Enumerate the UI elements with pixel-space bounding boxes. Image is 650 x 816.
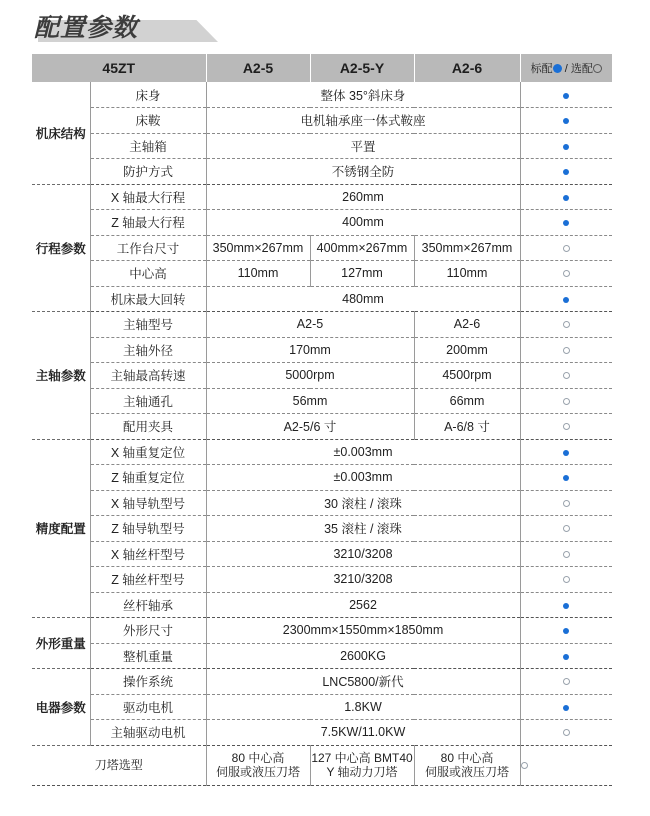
row-label: X 轴最大行程 xyxy=(90,184,206,210)
table-row xyxy=(32,235,612,261)
spec-table xyxy=(32,54,612,786)
row-value: 30 滚柱 / 滚珠 xyxy=(206,490,520,516)
row-value-a2-5: 350mm×267mm xyxy=(206,235,310,261)
row-label: 工作台尺寸 xyxy=(90,235,206,261)
row-label: 中心高 xyxy=(90,261,206,287)
mark-cell xyxy=(520,235,612,261)
row-value: 电机轴承座一体式鞍座 xyxy=(206,108,520,134)
row-label: 床鞍 xyxy=(90,108,206,134)
mark-cell xyxy=(520,388,612,414)
mark-cell xyxy=(520,337,612,363)
optional-dot-icon xyxy=(563,423,570,430)
standard-dot-icon xyxy=(563,297,569,303)
row-value-a2-6: 66mm xyxy=(414,388,520,414)
table-row xyxy=(32,567,612,593)
header-col-a2-5: A2-5 xyxy=(206,54,310,82)
optional-dot-icon xyxy=(563,500,570,507)
table-row xyxy=(32,312,612,338)
table-row xyxy=(32,745,612,785)
page-title-banner xyxy=(30,6,230,46)
row-value-a2-5: A2-5/6 寸 xyxy=(206,414,414,440)
optional-dot-icon xyxy=(563,321,570,328)
row-label: 整机重量 xyxy=(90,643,206,669)
mark-cell xyxy=(520,516,612,542)
turret-a2-6-line1: 80 中心高 xyxy=(440,751,494,765)
row-label: 驱动电机 xyxy=(90,694,206,720)
row-label: 丝杆轴承 xyxy=(90,592,206,618)
group-spindle: 主轴参数 xyxy=(32,312,90,440)
table-row xyxy=(32,490,612,516)
standard-dot-icon xyxy=(563,169,569,175)
mark-cell xyxy=(520,184,612,210)
mark-cell xyxy=(520,541,612,567)
table-row xyxy=(32,541,612,567)
optional-dot-icon xyxy=(563,347,570,354)
standard-dot-icon xyxy=(563,654,569,660)
group-dimension: 外形重量 xyxy=(32,618,90,669)
row-value-a2-5: A2-5 xyxy=(206,312,414,338)
row-label: 主轴外径 xyxy=(90,337,206,363)
standard-dot-icon xyxy=(563,93,569,99)
row-label: 操作系统 xyxy=(90,669,206,695)
table-row xyxy=(32,439,612,465)
table-row xyxy=(32,669,612,695)
header-col-a2-5-y: A2-5-Y xyxy=(310,54,414,82)
mark-cell xyxy=(520,465,612,491)
row-value: 7.5KW/11.0KW xyxy=(206,720,520,746)
row-label: X 轴丝杆型号 xyxy=(90,541,206,567)
row-label: X 轴重复定位 xyxy=(90,439,206,465)
mark-cell xyxy=(520,567,612,593)
mark-cell xyxy=(520,82,612,108)
row-label: 外形尺寸 xyxy=(90,618,206,644)
row-value: 1.8KW xyxy=(206,694,520,720)
optional-dot-icon xyxy=(563,678,570,685)
table-row xyxy=(32,465,612,491)
table-row xyxy=(32,210,612,236)
group-structure: 机床结构 xyxy=(32,82,90,184)
row-value-a2-6: A2-6 xyxy=(414,312,520,338)
row-label: 主轴型号 xyxy=(90,312,206,338)
row-label: X 轴导轨型号 xyxy=(90,490,206,516)
row-value: 2562 xyxy=(206,592,520,618)
optional-dot-icon xyxy=(563,525,570,532)
row-value: 平置 xyxy=(206,133,520,159)
mark-cell xyxy=(520,490,612,516)
row-value: 3210/3208 xyxy=(206,541,520,567)
mark-cell xyxy=(520,133,612,159)
open-dot-icon xyxy=(593,64,602,73)
row-value: ±0.003mm xyxy=(206,439,520,465)
row-value-a2-6: 350mm×267mm xyxy=(414,235,520,261)
row-value: 整体 35°斜床身 xyxy=(206,82,520,108)
optional-dot-icon xyxy=(521,762,528,769)
standard-dot-icon xyxy=(563,628,569,634)
mark-cell xyxy=(520,363,612,389)
row-value-a2-5-y: 127mm xyxy=(310,261,414,287)
row-value-a2-5: 170mm xyxy=(206,337,414,363)
legend-optional-label: 选配 xyxy=(570,63,593,75)
optional-dot-icon xyxy=(563,551,570,558)
mark-cell xyxy=(520,414,612,440)
row-value-a2-5 xyxy=(206,745,310,785)
row-value-a2-6 xyxy=(414,745,520,785)
row-value: 不锈钢全防 xyxy=(206,159,520,185)
row-label: 床身 xyxy=(90,82,206,108)
row-label: 刀塔选型 xyxy=(32,745,206,785)
row-label: 配用夹具 xyxy=(90,414,206,440)
row-value-a2-6: A-6/8 寸 xyxy=(414,414,520,440)
row-value: 260mm xyxy=(206,184,520,210)
row-label: Z 轴导轨型号 xyxy=(90,516,206,542)
filled-dot-icon xyxy=(553,64,562,73)
row-value: 2300mm×1550mm×1850mm xyxy=(206,618,520,644)
row-label: Z 轴重复定位 xyxy=(90,465,206,491)
mark-cell xyxy=(520,108,612,134)
row-value: 2600KG xyxy=(206,643,520,669)
row-value-a2-5: 110mm xyxy=(206,261,310,287)
table-row xyxy=(32,643,612,669)
table-row xyxy=(32,592,612,618)
row-label: 主轴箱 xyxy=(90,133,206,159)
row-label: Z 轴最大行程 xyxy=(90,210,206,236)
page-title: 配置参数 xyxy=(34,13,139,42)
mark-cell xyxy=(520,643,612,669)
table-row xyxy=(32,694,612,720)
optional-dot-icon xyxy=(563,398,570,405)
mark-cell xyxy=(520,669,612,695)
turret-a2-5-line1: 80 中心高 xyxy=(231,751,285,765)
standard-dot-icon xyxy=(563,603,569,609)
mark-cell xyxy=(520,592,612,618)
standard-dot-icon xyxy=(563,118,569,124)
standard-dot-icon xyxy=(563,195,569,201)
mark-cell xyxy=(520,694,612,720)
row-value-a2-5: 56mm xyxy=(206,388,414,414)
row-label: 防护方式 xyxy=(90,159,206,185)
table-row xyxy=(32,720,612,746)
optional-dot-icon xyxy=(563,729,570,736)
row-value-a2-5: 5000rpm xyxy=(206,363,414,389)
row-value-a2-6: 110mm xyxy=(414,261,520,287)
optional-dot-icon xyxy=(563,576,570,583)
turret-a2-6-line2: 伺服或液压刀塔 xyxy=(424,765,509,779)
standard-dot-icon xyxy=(563,705,569,711)
table-row xyxy=(32,363,612,389)
table-row xyxy=(32,388,612,414)
mark-cell xyxy=(520,745,612,785)
row-value: 400mm xyxy=(206,210,520,236)
row-label: Z 轴丝杆型号 xyxy=(90,567,206,593)
table-row xyxy=(32,337,612,363)
header-legend xyxy=(520,54,612,82)
turret-a2-5-line2: 伺服或液压刀塔 xyxy=(215,765,300,779)
row-value-a2-6: 200mm xyxy=(414,337,520,363)
group-travel: 行程参数 xyxy=(32,184,90,312)
row-value: 3210/3208 xyxy=(206,567,520,593)
row-value-a2-5-y xyxy=(310,745,414,785)
turret-a2-5-y-line2: Y 轴动力刀塔 xyxy=(326,765,398,779)
mark-cell xyxy=(520,261,612,287)
turret-a2-5-y-line1: 127 中心高 BMT40 xyxy=(311,751,413,765)
standard-dot-icon xyxy=(563,220,569,226)
optional-dot-icon xyxy=(563,270,570,277)
optional-dot-icon xyxy=(563,372,570,379)
row-value: 35 滚柱 / 滚珠 xyxy=(206,516,520,542)
standard-dot-icon xyxy=(563,475,569,481)
legend-standard-label: 标配 xyxy=(530,63,553,75)
mark-cell xyxy=(520,312,612,338)
header-col-a2-6: A2-6 xyxy=(414,54,520,82)
table-row xyxy=(32,414,612,440)
table-row xyxy=(32,184,612,210)
table-header-row xyxy=(32,54,612,82)
row-value-a2-5-y: 400mm×267mm xyxy=(310,235,414,261)
table-row xyxy=(32,261,612,287)
table-row xyxy=(32,516,612,542)
row-value: 480mm xyxy=(206,286,520,312)
mark-cell xyxy=(520,618,612,644)
row-label: 主轴最高转速 xyxy=(90,363,206,389)
group-electrical: 电器参数 xyxy=(32,669,90,746)
row-value-a2-6: 4500rpm xyxy=(414,363,520,389)
row-label: 主轴驱动电机 xyxy=(90,720,206,746)
standard-dot-icon xyxy=(563,144,569,150)
table-row xyxy=(32,286,612,312)
table-row xyxy=(32,108,612,134)
group-precision: 精度配置 xyxy=(32,439,90,618)
legend-separator: / xyxy=(561,63,571,75)
mark-cell xyxy=(520,286,612,312)
table-row xyxy=(32,159,612,185)
mark-cell xyxy=(520,720,612,746)
mark-cell xyxy=(520,210,612,236)
row-label: 主轴通孔 xyxy=(90,388,206,414)
header-model: 45ZT xyxy=(32,54,206,82)
standard-dot-icon xyxy=(563,450,569,456)
row-value: LNC5800/新代 xyxy=(206,669,520,695)
mark-cell xyxy=(520,159,612,185)
table-row xyxy=(32,82,612,108)
optional-dot-icon xyxy=(563,245,570,252)
table-row xyxy=(32,133,612,159)
row-value: ±0.003mm xyxy=(206,465,520,491)
mark-cell xyxy=(520,439,612,465)
table-row xyxy=(32,618,612,644)
row-label: 机床最大回转 xyxy=(90,286,206,312)
